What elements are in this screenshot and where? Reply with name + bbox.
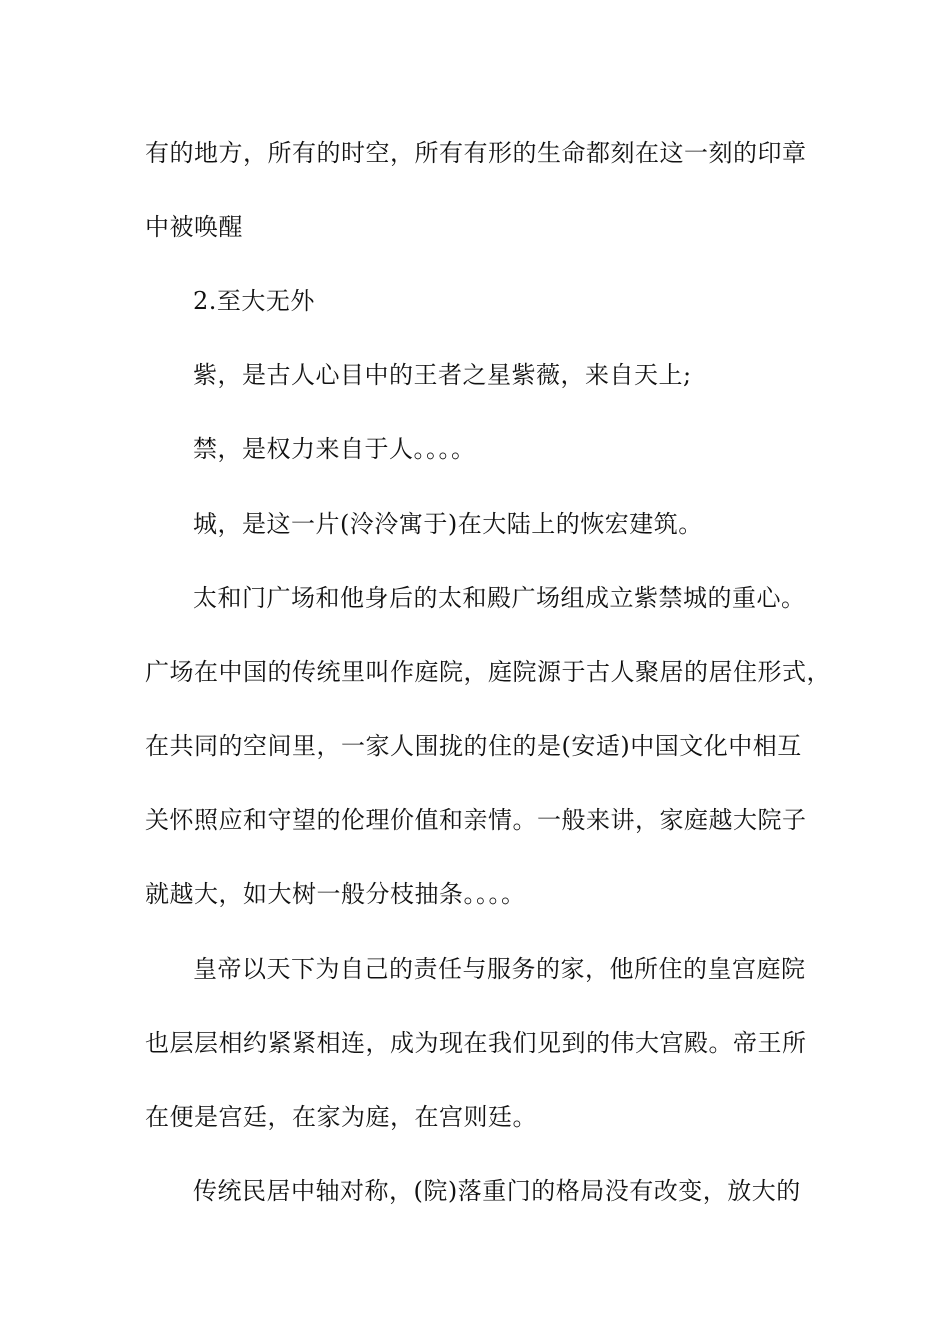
text-line: 皇帝以天下为自己的责任与服务的家，他所住的皇宫庭院 — [193, 955, 806, 983]
text-line: 有的地方，所有的时空，所有有形的生命都刻在这一刻的印章 — [145, 139, 807, 167]
text-line: 太和门广场和他身后的太和殿广场组成立紫禁城的重心。 — [193, 584, 806, 612]
text-line: 在共同的空间里，一家人围拢的住的是(安适)中国文化中相互 — [145, 732, 802, 760]
section-heading: 2.至大无外 — [193, 287, 315, 315]
text-line: 城，是这一片(泠泠寓于)在大陆上的恢宏建筑。 — [193, 510, 703, 538]
text-line: 就越大，如大树一般分枝抽条。。。。 — [145, 880, 526, 908]
text-line: 在便是宫廷，在家为庭，在宫则廷。 — [145, 1103, 537, 1131]
text-line: 禁，是权力来自于人。。。。 — [193, 435, 476, 463]
text-line: 紫，是古人心目中的王者之星紫薇，来自天上; — [193, 361, 692, 389]
text-line: 广场在中国的传统里叫作庭院，庭院源于古人聚居的居住形式， — [145, 658, 831, 686]
text-line: 传统民居中轴对称，(院)落重门的格局没有改变，放大的 — [193, 1177, 801, 1205]
text-line: 关怀照应和守望的伦理价值和亲情。一般来讲，家庭越大院子 — [145, 806, 807, 834]
text-line: 中被唤醒 — [145, 213, 243, 241]
text-line: 也层层相约紧紧相连，成为现在我们见到的伟大宫殿。帝王所 — [145, 1029, 807, 1057]
